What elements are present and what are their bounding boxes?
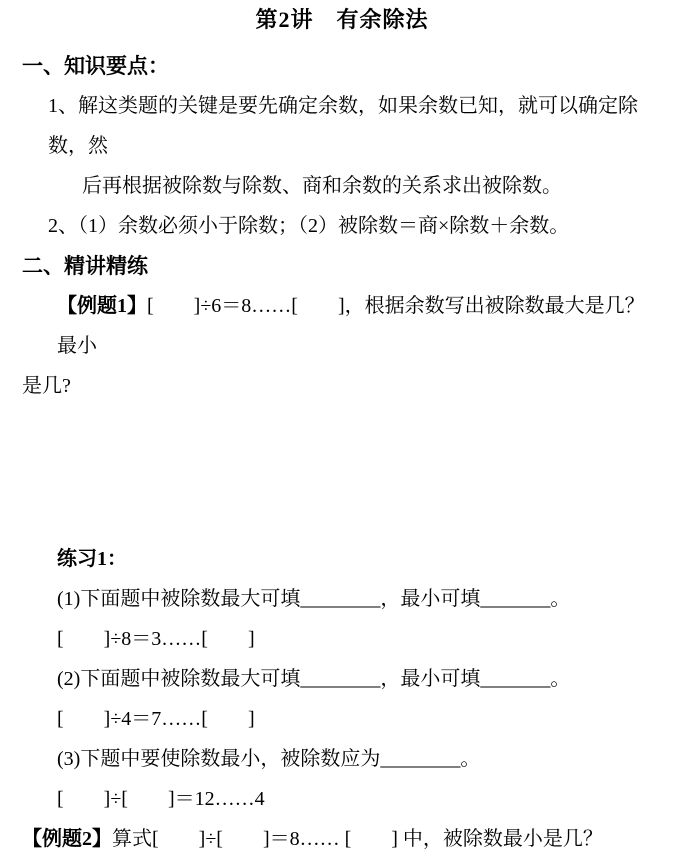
exercise1-q3-formula: [ ]÷[ ]＝12……4	[57, 788, 265, 810]
example2-label: 【例题2】	[22, 828, 112, 850]
exercise1-q1-formula: [ ]÷8＝3……[ ]	[57, 628, 255, 650]
section2-heading: 二、精讲精练	[22, 254, 148, 278]
section1-heading: 一、知识要点：	[22, 54, 169, 78]
knowledge-point2: 2、（1）余数必须小于除数；（2）被除数＝商×除数＋余数。	[48, 215, 570, 237]
example1-line2: 是几?	[22, 375, 71, 397]
example2-text: 算式[ ]÷[ ]＝8…… [ ] 中，被除数最小是几？	[112, 828, 603, 850]
knowledge-point1-line2: 后再根据被除数与除数、商和余数的关系求出被除数。	[82, 175, 562, 197]
exercise1-q1-text: (1)下面题中被除数最大可填________，最小可填_______。	[57, 588, 571, 610]
example1-line1	[22, 286, 662, 366]
example2-line	[22, 819, 662, 859]
exercise1-heading: 练习1：	[57, 548, 127, 570]
page-title: 第2讲 有余除法	[255, 7, 429, 32]
example1-label: 【例题1】	[57, 295, 147, 317]
exercise1-q2-text: (2)下面题中被除数最大可填________，最小可填_______。	[57, 668, 571, 690]
knowledge-point1-line1: 1、解这类题的关键是要先确定余数，如果余数已知，就可以确定除数，然	[48, 95, 638, 157]
exercise1-q2-formula: [ ]÷4＝7……[ ]	[57, 708, 255, 730]
example1-text: [ ]÷6＝8……[ ]，根据余数写出被除数最大是几？最小	[57, 295, 645, 357]
exercise1-q3-text: (3)下题中要使除数最小，被除数应为________。	[57, 748, 481, 770]
